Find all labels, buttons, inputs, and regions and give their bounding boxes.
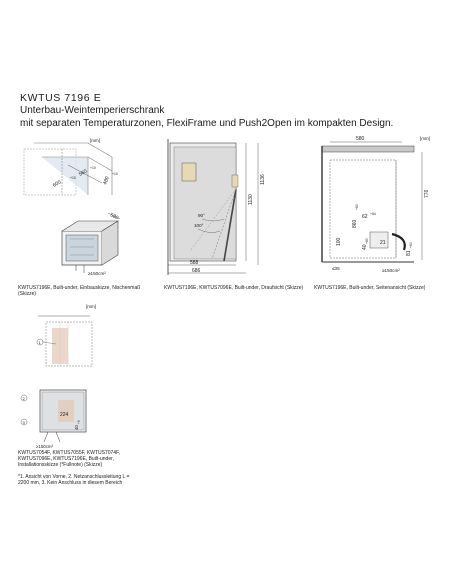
dim-40-install: 40 — [74, 425, 79, 430]
panel4-unit: [mm] — [86, 304, 96, 309]
panel4-caption: KWTUS7054F, KWTUS7055F, KWTUS7074F, KWTUS7096E, KWTUS7196E, Built-under, Installationsskizze (*Fullnote) (Skizze) — [18, 450, 120, 469]
dim-480-tol: +10 — [112, 172, 118, 176]
dim-40: 40 — [362, 244, 368, 250]
top-view-sketch — [162, 135, 292, 285]
panel3-unit: [mm] — [420, 136, 430, 141]
dim-580-top: 580 — [356, 136, 365, 142]
marker-2: 2 — [22, 395, 25, 401]
subtitle-line-1: Unterbau-Weintemperierschrank — [20, 105, 165, 116]
side-view-sketch — [312, 132, 442, 282]
dim-860-tol: +60 — [355, 204, 359, 210]
dim-40-tol: +60 — [365, 238, 369, 244]
dim-21: 21 — [380, 240, 386, 246]
dim-860: 860 — [352, 219, 358, 228]
dim-1136: 1136 — [260, 174, 266, 185]
ventilation-label-side: ≥150cm² — [382, 268, 400, 273]
dim-40-install-tol: +5 — [77, 420, 81, 424]
dim-1130: 1130 — [248, 194, 254, 205]
niche-installation-sketch — [18, 135, 153, 285]
ventilation-label: ≥150cm² — [88, 271, 106, 276]
dim-686: 686 — [192, 268, 201, 274]
panel3-caption: KWTUS7196E, Built-under, Seitenansicht (Skizze) — [314, 285, 426, 291]
dim-62-tol: +54 — [370, 212, 376, 216]
marker-3: 3 — [22, 419, 25, 425]
dim-588: 588 — [190, 260, 199, 266]
model-title: KWTUS 7196 E — [20, 92, 102, 104]
dim-62: 62 — [362, 214, 368, 220]
dim-600-tol: +10 — [70, 176, 76, 180]
marker-1: 1 — [38, 339, 41, 345]
dim-776: 776 — [424, 189, 430, 198]
panel1-unit: [mm] — [90, 138, 100, 143]
dim-560: 560 — [78, 168, 89, 178]
angle-90: 90° — [198, 213, 205, 218]
dim-35: ≤35 — [332, 266, 340, 271]
angle-100: 100° — [194, 223, 204, 228]
dim-100: 100 — [336, 237, 342, 246]
subtitle-line-2: mit separaten Temperaturzonen, FlexiFrame und Push2Open im kompakten Design. — [20, 117, 394, 129]
dim-480: 480 — [102, 175, 111, 186]
dim-81: 81 — [406, 250, 412, 256]
ventilation-label-install: ≥150cm² — [36, 444, 54, 449]
dim-81-tol: +60 — [409, 242, 413, 248]
installation-sketch — [16, 302, 106, 452]
dim-580: 580 — [109, 212, 120, 222]
dim-560-tol: +10 — [90, 166, 96, 170]
panel2-caption: KWTUS7196E, KWTUS7096E, Built-under, Draufsicht (Skizze) — [164, 285, 304, 291]
dim-224: 224 — [60, 412, 69, 418]
dim-600: 600 — [52, 179, 63, 189]
document-header — [20, 92, 440, 130]
panel1-caption: KWTUS7196E, Built-under, Einbauskizze, Nischenmaß (Skizze) — [18, 285, 141, 298]
footnote: *1. Ansicht von Vorne, 2. Netzanschlussleitung L = 2200 mm, 3. Kein Anschluss in diesem Bereich — [18, 474, 130, 487]
